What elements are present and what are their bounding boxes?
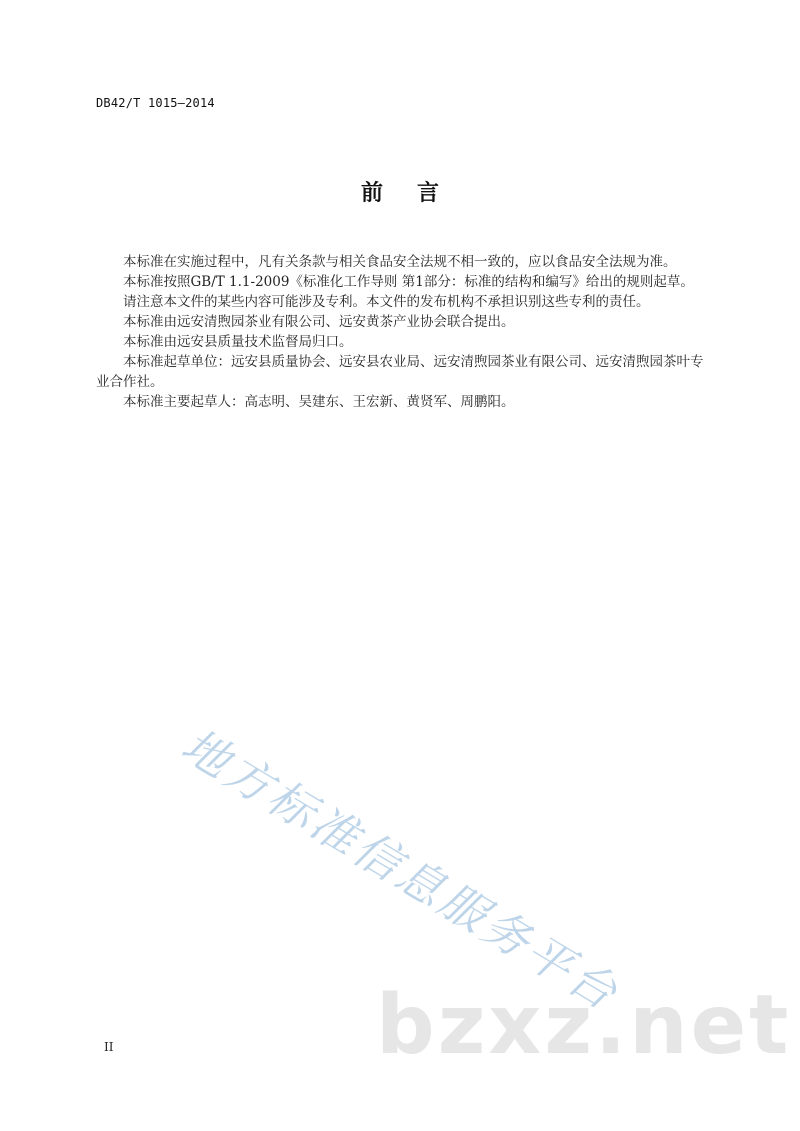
foreword-body	[96, 252, 712, 412]
paragraph-drafting-units: 本标准起草单位：远安县质量协会、远安县农业局、远安清煦园茶业有限公司、远安清煦园茶叶专业合作社。	[96, 354, 704, 390]
paragraph-patent-notice: 请注意本文件的某些内容可能涉及专利。本文件的发布机构不承担识别这些专利的责任。	[123, 294, 650, 310]
paragraph-proposer: 本标准由远安清煦园茶业有限公司、远安黄茶产业协会联合提出。	[123, 314, 515, 330]
document-code: DB42/T 1015—2014	[96, 96, 215, 110]
paragraph-drafting-rules: 本标准按照GB/T 1.1-2009《标准化工作导则 第1部分：标准的结构和编写》给出的规则起草。	[123, 274, 694, 290]
page-number: II	[104, 1040, 114, 1054]
paragraph-regulation-note: 本标准在实施过程中，凡有关条款与相关食品安全法规不相一致的，应以食品安全法规为准。	[123, 254, 677, 270]
watermark-site: bzxz.net	[376, 978, 792, 1073]
paragraph-administrator: 本标准由远安县质量技术监督局归口。	[123, 334, 353, 350]
watermark-chinese: 地方标准信息服务平台	[172, 717, 629, 1022]
page-title: 前言	[360, 181, 473, 206]
paragraph-drafters: 本标准主要起草人：高志明、吴建东、王宏新、黄贤军、周鹏阳。	[123, 394, 515, 410]
